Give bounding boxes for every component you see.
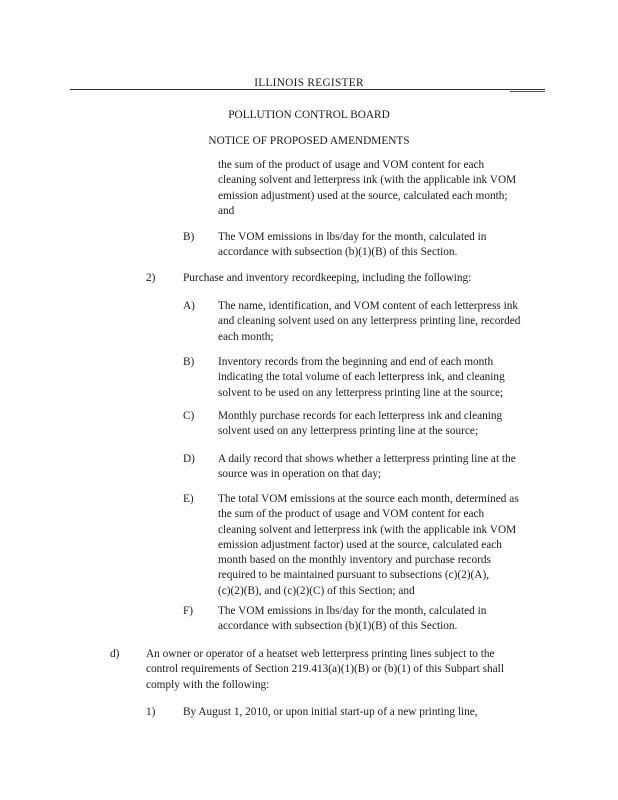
item-b2-text [218, 355, 505, 401]
item-e-text [218, 492, 519, 599]
item-c-text [218, 409, 502, 440]
item-label-b2: B) [183, 356, 195, 368]
text-line: cleaning solvent and letterpress ink (with the applicable ink VOM [218, 523, 517, 536]
item-label-b1: B) [183, 231, 195, 243]
item-label-a: A) [183, 300, 195, 312]
text-line: (c)(2)(B), and (c)(2)(C) of this Section; and [218, 584, 415, 597]
continuation-paragraph [218, 158, 516, 219]
text-line: accordance with subsection (b)(1)(B) of this Section. [218, 620, 458, 633]
text-line: The VOM emissions in lbs/day for the month, calculated in [218, 231, 487, 243]
item-1-text [183, 705, 478, 720]
item-a-text [218, 299, 520, 345]
text-line: The VOM emissions in lbs/day for the month, calculated in [218, 605, 487, 617]
text-line: The name, identification, and VOM content of each letterpress ink [218, 300, 519, 312]
item-label-f: F) [183, 605, 194, 617]
item-label-2: 2) [146, 272, 156, 284]
text-line: cleaning solvent and letterpress ink (with the applicable ink VOM [218, 174, 517, 187]
text-line: emission adjustment factor) used at the source, calculated each [218, 538, 502, 551]
register-title: ILLINOIS REGISTER [254, 77, 364, 89]
text-line: A daily record that shows whether a letterpress printing line at the [218, 453, 516, 465]
item-b1-text [218, 230, 486, 261]
item-2-text [183, 271, 471, 286]
text-line: the sum of the product of usage and VOM content for each [218, 508, 485, 521]
item-d-text [218, 452, 516, 483]
agency-name: POLLUTION CONTROL BOARD [228, 109, 390, 121]
item-d-lower-text [146, 647, 504, 693]
text-line: and [218, 204, 235, 217]
text-line: comply with the following: [146, 678, 270, 691]
text-line: accordance with subsection (b)(1)(B) of this Section. [218, 246, 458, 259]
text-line: The total VOM emissions at the source each month, determined as [218, 493, 519, 505]
text-line: required to be maintained pursuant to subsections (c)(2)(A), [218, 569, 490, 582]
item-label-1: 1) [146, 706, 156, 718]
text-line: month based on the monthly inventory and purchase records [218, 554, 491, 567]
text-line: Inventory records from the beginning and end of each month [218, 356, 494, 368]
item-label-d-lower: d) [110, 648, 120, 660]
text-line: emission adjustment) used at the source, calculated each month; [218, 189, 508, 202]
item-label-c: C) [183, 410, 195, 422]
text-line: Purchase and inventory recordkeeping, including the following: [183, 272, 472, 284]
text-line: source was in operation on that day; [218, 468, 382, 481]
item-label-d: D) [183, 453, 195, 465]
text-line: solvent to be used on any letterpress printing line at the source; [218, 386, 504, 399]
text-line: and cleaning solvent used on any letterpress printing line, recorded [218, 315, 521, 328]
text-line: solvent used on any letterpress printing line at the source; [218, 425, 479, 438]
item-f-text [218, 604, 486, 635]
text-line: An owner or operator of a heatset web letterpress printing lines subject to the [146, 648, 495, 660]
text-line: the sum of the product of usage and VOM content for each [218, 159, 485, 171]
item-label-e: E) [183, 493, 194, 505]
text-line: control requirements of Section 219.413(a)(1)(B) or (b)(1) of this Subpart shall [146, 663, 504, 676]
text-line: Monthly purchase records for each letterpress ink and cleaning [218, 410, 503, 422]
text-line: indicating the total volume of each letterpress ink, and cleaning [218, 371, 505, 384]
text-line: By August 1, 2010, or upon initial start-up of a new printing line, [183, 706, 478, 718]
text-line: each month; [218, 330, 274, 343]
notice-title: NOTICE OF PROPOSED AMENDMENTS [208, 135, 410, 147]
